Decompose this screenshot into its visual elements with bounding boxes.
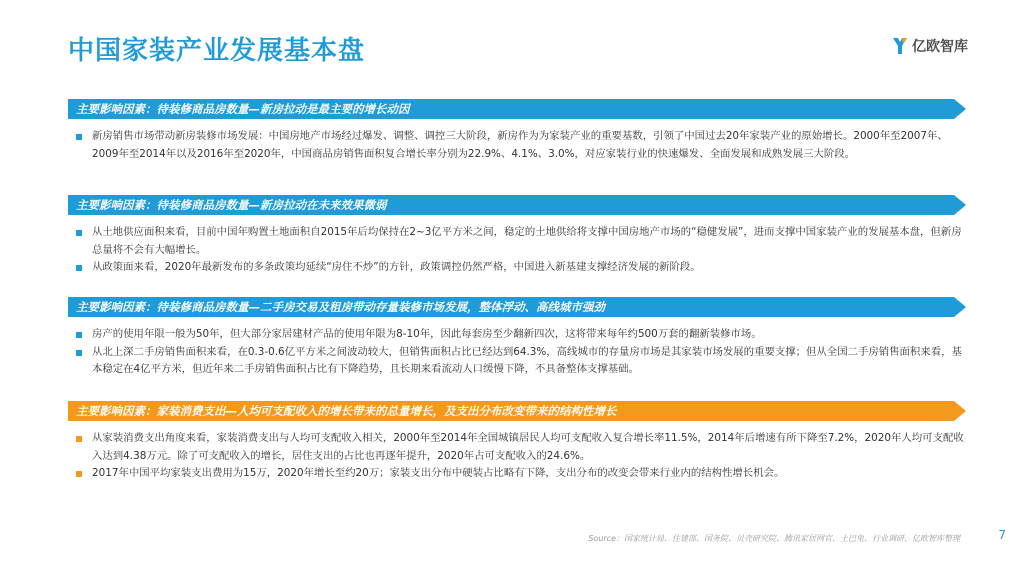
section-banner-4 — [68, 401, 966, 421]
bullet-text: 从土地供应面积来看，目前中国年购置土地面积自2015年后均保持在2~3亿平方米之间，稳定的土地供给将支撑中国房地产市场的“稳健发展”，进而支撑中国家装产业的发展基本盘，但新房总量将不会有大幅增长。 — [92, 226, 962, 256]
list-item — [74, 259, 966, 277]
square-bullet-icon — [76, 134, 82, 140]
bullet-text: 房产的使用年限一般为50年，但大部分家居建材产品的使用年限为8-10年，因此每套房至少翻新四次，这将带来每年约500万套的翻新装修市场。 — [92, 328, 762, 340]
square-bullet-icon — [76, 350, 82, 356]
list-item — [74, 465, 966, 483]
banner-text-1: 主要影响因素：待装修商品房数量—新房拉动是最主要的增长动因 — [76, 102, 410, 116]
bullet-text: 从北上深二手房销售面积来看，在0.3-0.6亿平方米之间波动较大，但销售面积占比已经达到64.3%，高线城市的存量房市场是其家装市场发展的重要支撑；但从全国二手房销售面积来看，基本稳定在4亿平方米，但近年来二手房销售面积占比有下降趋势，且长期来看流动人口缓慢下降，不具备整体支撑基础。 — [92, 345, 962, 375]
banner-text-2: 主要影响因素：待装修商品房数量—新房拉动在未来效果微弱 — [76, 198, 387, 212]
section-body-4 — [74, 430, 966, 483]
square-bullet-icon — [76, 265, 82, 271]
square-bullet-icon — [76, 436, 82, 442]
page-number: 7 — [998, 528, 1006, 542]
square-bullet-icon — [76, 230, 82, 236]
section-body-1 — [74, 128, 966, 163]
list-item — [74, 326, 966, 344]
yiou-logo-icon — [892, 36, 908, 56]
section-body-2 — [74, 224, 966, 277]
list-item — [74, 224, 966, 259]
square-bullet-icon — [76, 471, 82, 477]
bullet-text: 2017年中国平均家装支出费用为15万，2020年增长至约20万；家装支出分布中硬装占比略有下降，支出分布的改变会带来行业内的结构性增长机会。 — [92, 467, 785, 479]
list-item — [74, 128, 966, 163]
source-note: Source：国家统计局、住建部、国务院、贝壳研究院、腾讯家居网官、土巴兔、行业调研、亿欧智库整理 — [588, 534, 960, 543]
logo-text: 亿欧智库 — [912, 39, 968, 55]
list-item — [74, 430, 966, 465]
list-item — [74, 344, 966, 379]
banner-text-3: 主要影响因素：待装修商品房数量—二手房交易及租房带动存量装修市场发展，整体浮动、高线城市强劲 — [76, 300, 605, 314]
bullet-text: 从家装消费支出角度来看，家装消费支出与人均可支配收入相关，2000年至2014年全国城镇居民人均可支配收入复合增长率11.5%，2014年后增速有所下降至7.2%，2020年人均可支配收入达到4.38万元。除了可支配收入的增长，居住支出的占比也再逐年提升，2020年占可支配收入的24.6%。 — [92, 432, 964, 462]
section-body-3 — [74, 326, 966, 379]
page-title: 中国家装产业发展基本盘 — [68, 36, 366, 66]
section-banner-1 — [68, 99, 966, 119]
bullet-text: 新房销售市场带动新房装修市场发展：中国房地产市场经过爆发、调整、调控三大阶段，新房作为为家装产业的重要基数，引领了中国过去20年家装产业的原始增长。2000年至2007年、2009年至2014年以及2016年至2020年，中国商品房销售面积复合增长率分别为22.9%、4.1%、3.0%，对应家装行业的快速爆发、全面发展和成熟发展三大阶段。 — [92, 130, 948, 160]
section-banner-3 — [68, 297, 966, 317]
section-banner-2 — [68, 195, 966, 215]
bullet-text: 从政策面来看，2020年最新发布的多条政策均延续“房住不炒”的方针，政策调控仍然严格，中国进入新基建支撑经济发展的新阶段。 — [92, 261, 701, 273]
banner-text-4: 主要影响因素：家装消费支出—人均可支配收入的增长带来的总量增长，及支出分布改变带来的结构性增长 — [76, 404, 617, 418]
brand-logo — [892, 36, 968, 56]
square-bullet-icon — [76, 332, 82, 338]
